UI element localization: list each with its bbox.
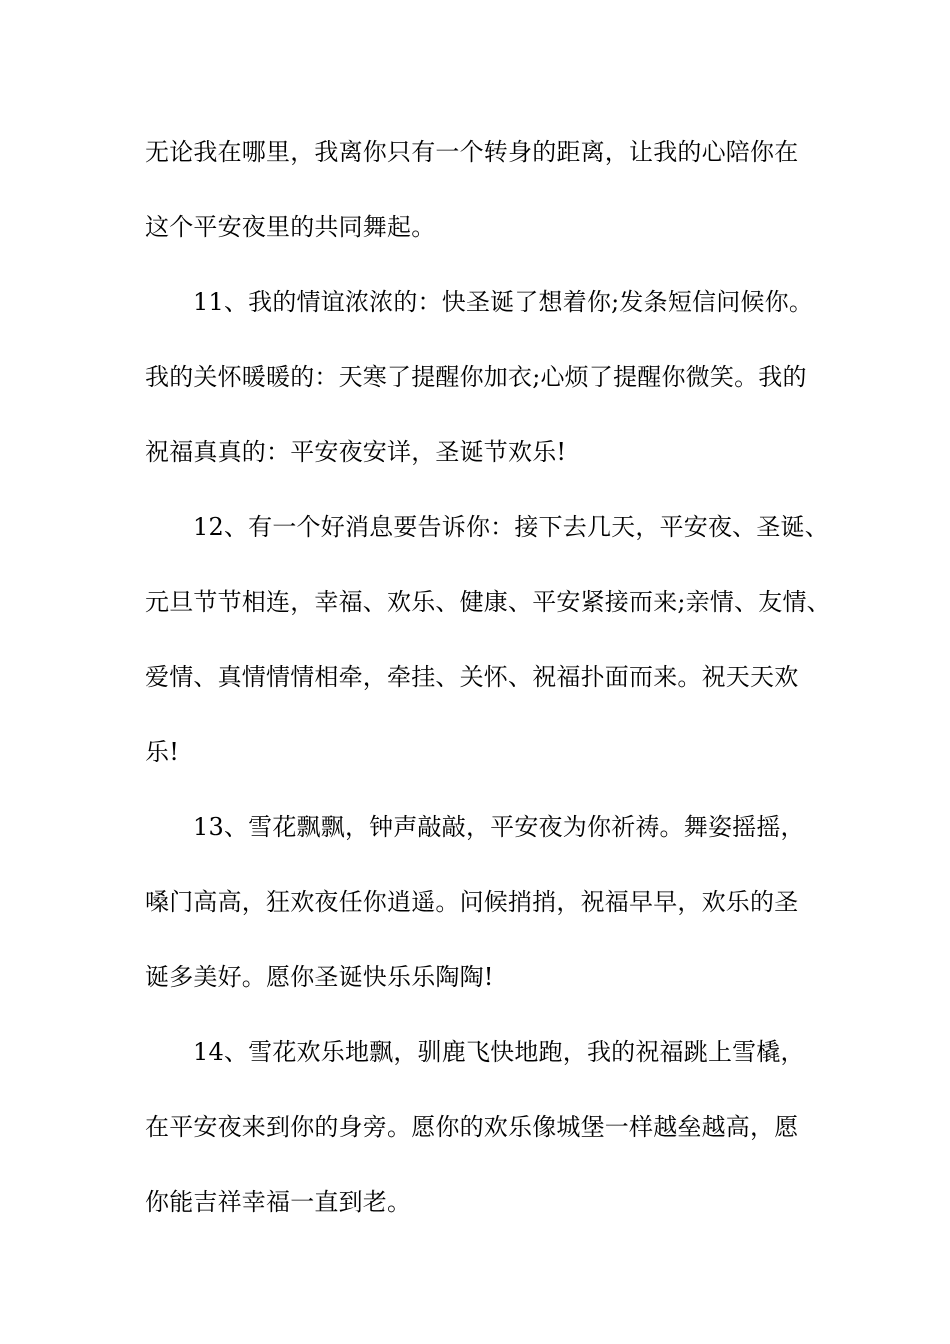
paragraph-11-start: 11、我的情谊浓浓的：快圣诞了想着你;发条短信问候你。 xyxy=(193,288,814,316)
text-line: 祝福真真的：平安夜安详，圣诞节欢乐! xyxy=(145,438,567,466)
text-line: 乐! xyxy=(145,738,180,766)
text-line: 嗓门高高，狂欢夜任你逍遥。问候捎捎，祝福早早，欢乐的圣 xyxy=(145,888,799,916)
text-line: 在平安夜来到你的身旁。愿你的欢乐像城堡一样越垒越高，愿 xyxy=(145,1113,799,1141)
text-line: 诞多美好。愿你圣诞快乐乐陶陶! xyxy=(145,963,494,991)
text-line: 元旦节节相连，幸福、欢乐、健康、平安紧接而来;亲情、友情、 xyxy=(145,588,831,616)
text-line: 这个平安夜里的共同舞起。 xyxy=(145,213,436,241)
paragraph-13-start: 13、雪花飘飘，钟声敲敲，平安夜为你祈祷。舞姿摇摇， xyxy=(193,813,805,841)
text-line: 你能吉祥幸福一直到老。 xyxy=(145,1188,412,1216)
text-line: 爱情、真情情情相牵，牵挂、关怀、祝福扑面而来。祝天天欢 xyxy=(145,663,799,691)
paragraph-12-start: 12、有一个好消息要告诉你：接下去几天，平安夜、圣诞、 xyxy=(193,513,829,541)
paragraph-14-start: 14、雪花欢乐地飘，驯鹿飞快地跑，我的祝福跳上雪橇， xyxy=(193,1038,805,1066)
text-line: 无论我在哪里，我离你只有一个转身的距离，让我的心陪你在 xyxy=(145,138,799,166)
text-line: 我的关怀暖暖的：天寒了提醒你加衣;心烦了提醒你微笑。我的 xyxy=(145,363,807,391)
